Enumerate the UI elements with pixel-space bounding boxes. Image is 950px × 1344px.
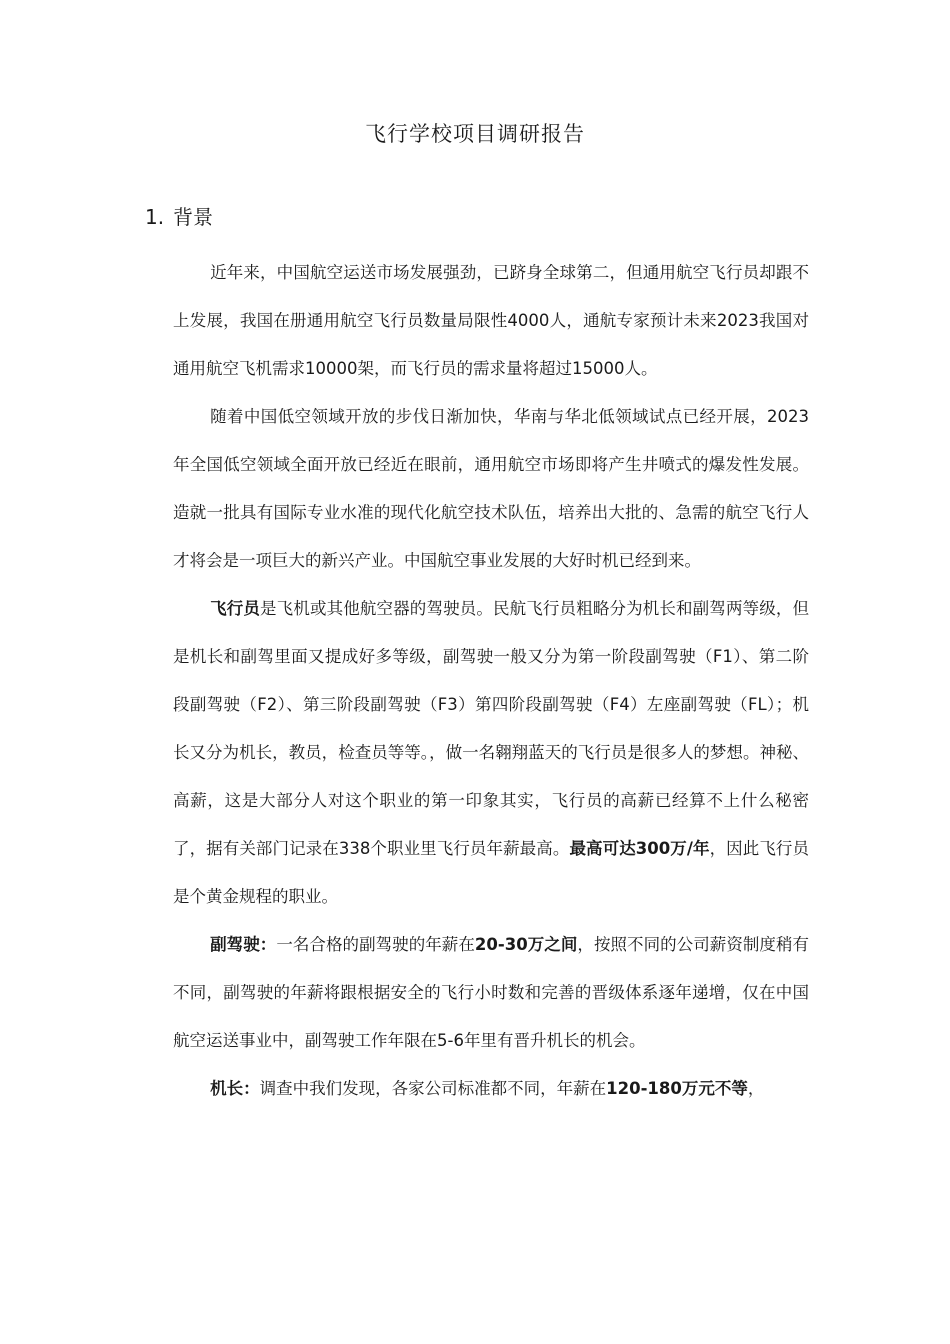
document-body	[173, 249, 809, 1113]
paragraph-copilot	[173, 921, 809, 1065]
term-copilot: 副驾驶：	[210, 935, 277, 954]
term-captain: 机长：	[210, 1079, 260, 1098]
paragraph-background-2: 随着中国低空领域开放的步伐日渐加快，华南与华北低领域试点已经开展，2023年全国低空领域全面开放已经近在眼前，通用航空市场即将产生井喷式的爆发性发展。造就一批具有国际专业水准的现代化航空技术队伍，培养出大批的、急需的航空飞行人才将会是一项巨大的新兴产业。中国航空事业发展的大好时机已经到来。	[173, 407, 809, 570]
pilot-conclusion: ，因此飞行员是个黄金规程的职业。	[173, 839, 810, 906]
copilot-text-2: ，按照不同的公司薪资制度稍有不同，副驾驶的年薪将跟根据安全的飞行小时数和完善的晋级体系逐年递增，仅在中国航空运送事业中，副驾驶工作年限在5-6年里有晋升机长的机会。	[173, 935, 810, 1050]
captain-text-2: ，	[747, 1079, 765, 1098]
section-number: 1.	[145, 205, 165, 229]
paragraph-pilot	[173, 585, 809, 921]
pilot-description: 是飞机或其他航空器的驾驶员。民航飞行员粗略分为机长和副驾两等级，但是机长和副驾里面又提成好多等级，副驾驶一般又分为第一阶段副驾驶（F1）、第二阶段副驾驶（F2）、第三阶段副驾驶（F3）第四阶段副驾驶（F4）左座副驾驶（FL）；机长又分为机长，教员，检查员等等。，做一名翱翔蓝天的飞行员是很多人的梦想。神秘、高薪，这是大部分人对这个职业的第一印象其实，飞行员的高薪已经算不上什么秘密了，据有关部门记录在338个职业里飞行员年薪最高。	[173, 599, 810, 858]
paragraph-background-1: 近年来，中国航空运送市场发展强劲，已跻身全球第二，但通用航空飞行员却跟不上发展，我国在册通用航空飞行员数量局限性4000人，通航专家预计未来2023我国对通用航空飞机需求10000架，而飞行员的需求量将超过15000人。	[173, 263, 809, 378]
document-title: 飞行学校项目调研报告	[365, 122, 585, 146]
captain-text-1: 调查中我们发现，各家公司标准都不同，年薪在	[259, 1079, 607, 1098]
term-pilot: 飞行员	[210, 599, 261, 618]
section-heading-text: 背景	[173, 205, 213, 229]
paragraph-captain	[173, 1065, 809, 1113]
copilot-text-1: 一名合格的副驾驶的年薪在	[276, 935, 475, 954]
pilot-max-salary: 最高可达300万/年	[569, 839, 710, 858]
copilot-salary: 20-30万之间	[474, 935, 578, 954]
section-heading	[145, 201, 213, 230]
captain-salary: 120-180万元不等	[606, 1079, 748, 1098]
